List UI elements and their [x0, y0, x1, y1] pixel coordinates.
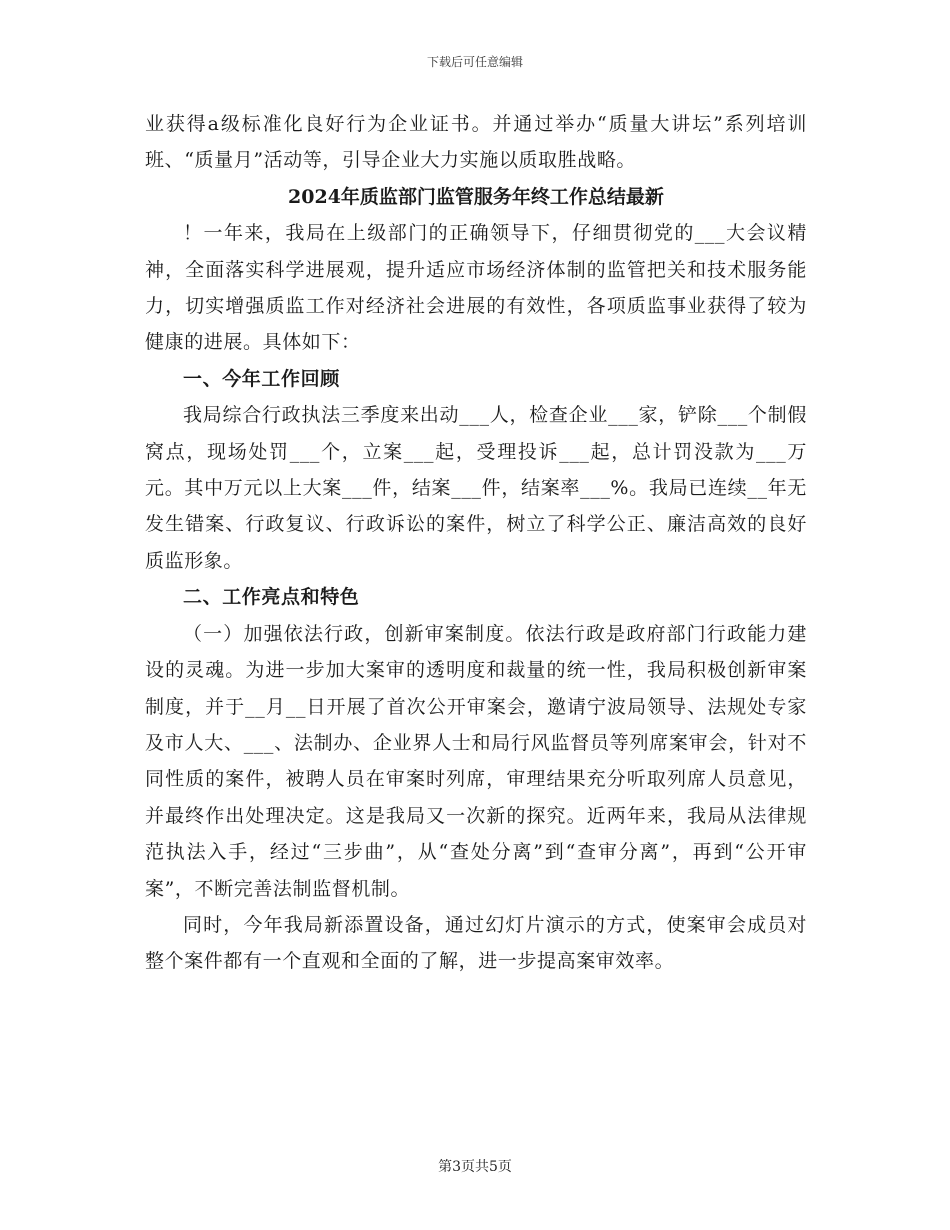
- section-1-paragraph: 我局综合行政执法三季度来出动___人，检查企业___家，铲除___个制假窝点，现场处罚___个，立案___起，受理投诉___起，总计罚没款为___万元。其中万元以上大案___件，结案___件，结案率___%。我局已连续__年无发生错案、行政复议、行政诉讼的案件，树立了科学公正、廉洁高效的良好质监形象。: [145, 404, 807, 572]
- section-2-paragraph-2: 同时，今年我局新添置设备，通过幻灯片演示的方式，使案审会成员对整个案件都有一个直观和全面的了解，进一步提高案审效率。: [145, 913, 807, 973]
- section-2-heading: 二、工作亮点和特色: [183, 586, 360, 609]
- page-number: 第3页共5页: [438, 1159, 512, 1175]
- page-header-note: 下载后可任意编辑: [426, 55, 523, 69]
- document-title: 2024年质监部门监管服务年终工作总结最新: [288, 185, 664, 208]
- section-1-heading: 一、今年工作回顾: [183, 367, 340, 390]
- document-body: [145, 106, 807, 980]
- continuation-paragraph: 业获得a级标准化良好行为企业证书。并通过举办“质量大讲坛”系列培训班、“质量月”活动等，引导企业大力实施以质取胜战略。: [145, 113, 807, 172]
- section-2-paragraph-1: （一）加强依法行政，创新审案制度。依法行政是政府部门行政能力建设的灵魂。为进一步加大案审的透明度和裁量的统一性，我局积极创新审案制度，并于__月__日开展了首次公开审案会，邀请宁波局领导、法规处专家及市人大、___、法制办、企业界人士和局行风监督员等列席案审会，针对不同性质的案件，被聘人员在审案时列席，审理结果充分听取列席人员意见，并最终作出处理决定。这是我局又一次新的探究。近两年来，我局从法律规范执法入手，经过“三步曲”，从“查处分离”到“查审分离”，再到“公开审案”，不断完善法制监督机制。: [145, 622, 807, 900]
- intro-paragraph: ！一年来，我局在上级部门的正确领导下，仔细贯彻党的___大会议精神，全面落实科学进展观，提升适应市场经济体制的监管把关和技术服务能力，切实增强质监工作对经济社会进展的有效性，各项质监事业获得了较为健康的进展。具体如下：: [145, 222, 807, 354]
